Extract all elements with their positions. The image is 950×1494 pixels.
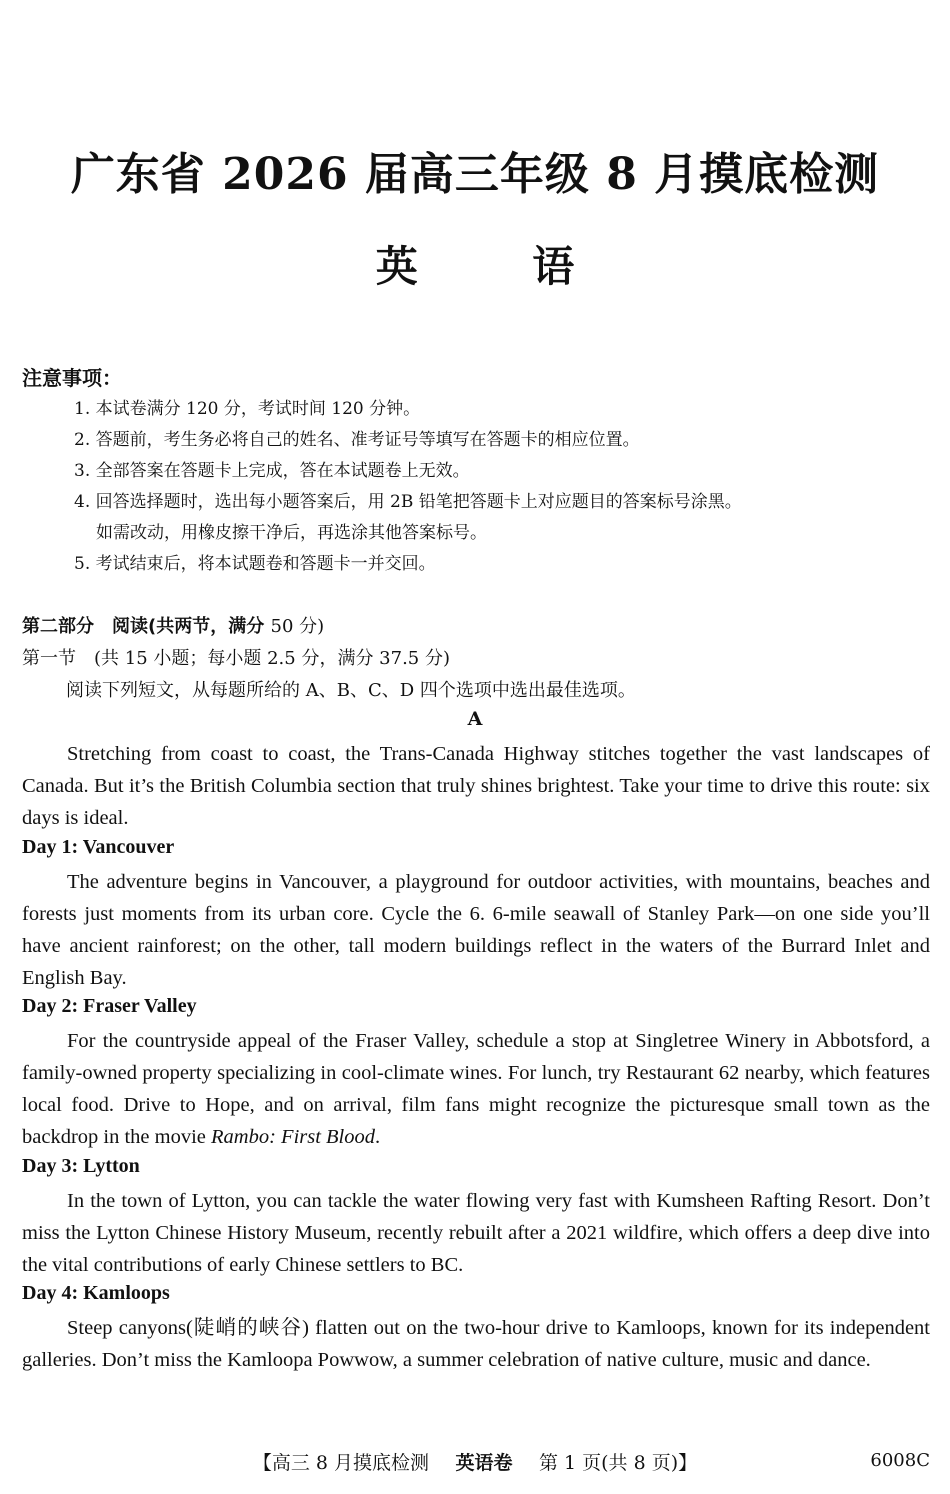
- instruction: 阅读下列短文，从每题所给的 A、B、C、D 四个选项中选出最佳选项。: [66, 680, 636, 701]
- notice-item: 4. 回答选择题时，选出每小题答案后，用 2B 铅笔把答题卡上对应题目的答案标号涂黑。: [74, 492, 742, 512]
- day-paragraph-text: For the countryside appeal of the Fraser Valley, schedule a stop at Singletree Winery in Abbotsford, a family-owned property specializing in cool-climate wines. For lunch, try Restaurant 62 nearby, which features local food. Drive to Hope, and on arrival, film fans might recognize the picturesque small town as the backdrop in the movie: [22, 1030, 930, 1148]
- day-heading: Day 2: Fraser Valley: [22, 995, 197, 1017]
- movie-title: Rambo: First Blood: [211, 1126, 376, 1148]
- notice-item: 3. 全部答案在答题卡上完成，答在本试题卷上无效。: [74, 461, 470, 481]
- footer-exam: 【高三 8 月摸底检测: [252, 1452, 430, 1474]
- day-paragraph: Steep canyons(陡峭的峡谷) flatten out on the two-hour drive to Kamloops, known for its independent galleries. Don’t miss the Kamloopa Powwow, a summer celebration of native culture, music and dance.: [22, 1317, 930, 1371]
- part-heading-text: 第二部分 阅读(共两节，满分: [22, 616, 265, 637]
- day-paragraph-end: .: [375, 1126, 381, 1148]
- day-heading: Day 1: Vancouver: [22, 836, 175, 858]
- subject-title: 英 语: [375, 242, 575, 291]
- day-paragraph: The adventure begins in Vancouver, a playground for outdoor activities, with mountains, beaches and forests just moments from its urban core. Cycle the 6. 6-mile seawall of Stanley Park—on one side you’ll have ancient rainforest; on the other, tall modern buildings reflect in the waters of the Burrard Inlet and English Bay.: [22, 871, 930, 989]
- passage-intro: Stretching from coast to coast, the Trans-Canada Highway stitches together the vast landscapes of Canada. But it’s the British Columbia section that truly shines brightest. Take your time to drive this route: six days is ideal.: [22, 743, 930, 829]
- day-paragraph: In the town of Lytton, you can tackle the water flowing very fast with Kumsheen Rafting Resort. Don’t miss the Lytton Chinese History Museum, recently rebuilt after a 2021 wildfire, which offers a deep dive into the vital contributions of early Chinese settlers to BC.: [22, 1190, 930, 1276]
- paper-code: 6008C: [870, 1450, 930, 1471]
- day-paragraph: [22, 1025, 930, 1153]
- page-footer: [0, 1448, 950, 1475]
- passage-label: A: [467, 708, 483, 730]
- footer-page: 第 1 页(共 8 页)】: [538, 1452, 698, 1474]
- part-score: 50 分): [270, 616, 325, 637]
- part-heading: [22, 612, 324, 638]
- footer-subject: 英语卷: [455, 1452, 513, 1474]
- notice-item: 5. 考试结束后，将本试题卷和答题卡一并交回。: [74, 554, 436, 574]
- day-heading: Day 3: Lytton: [22, 1155, 140, 1177]
- notice-item: 2. 答题前，考生务必将自己的姓名、准考证号等填写在答题卡的相应位置。: [74, 430, 640, 450]
- notice-item-continued: 如需改动，用橡皮擦干净后，再选涂其他答案标号。: [96, 523, 487, 543]
- notice-heading: 注意事项：: [22, 366, 122, 390]
- section-heading: 第一节 (共 15 小题；每小题 2.5 分，满分 37.5 分): [22, 648, 450, 669]
- exam-title: 广东省 2026 届高三年级 8 月摸底检测: [70, 149, 880, 200]
- day-heading: Day 4: Kamloops: [22, 1282, 170, 1304]
- notice-item: 1. 本试卷满分 120 分，考试时间 120 分钟。: [74, 399, 421, 419]
